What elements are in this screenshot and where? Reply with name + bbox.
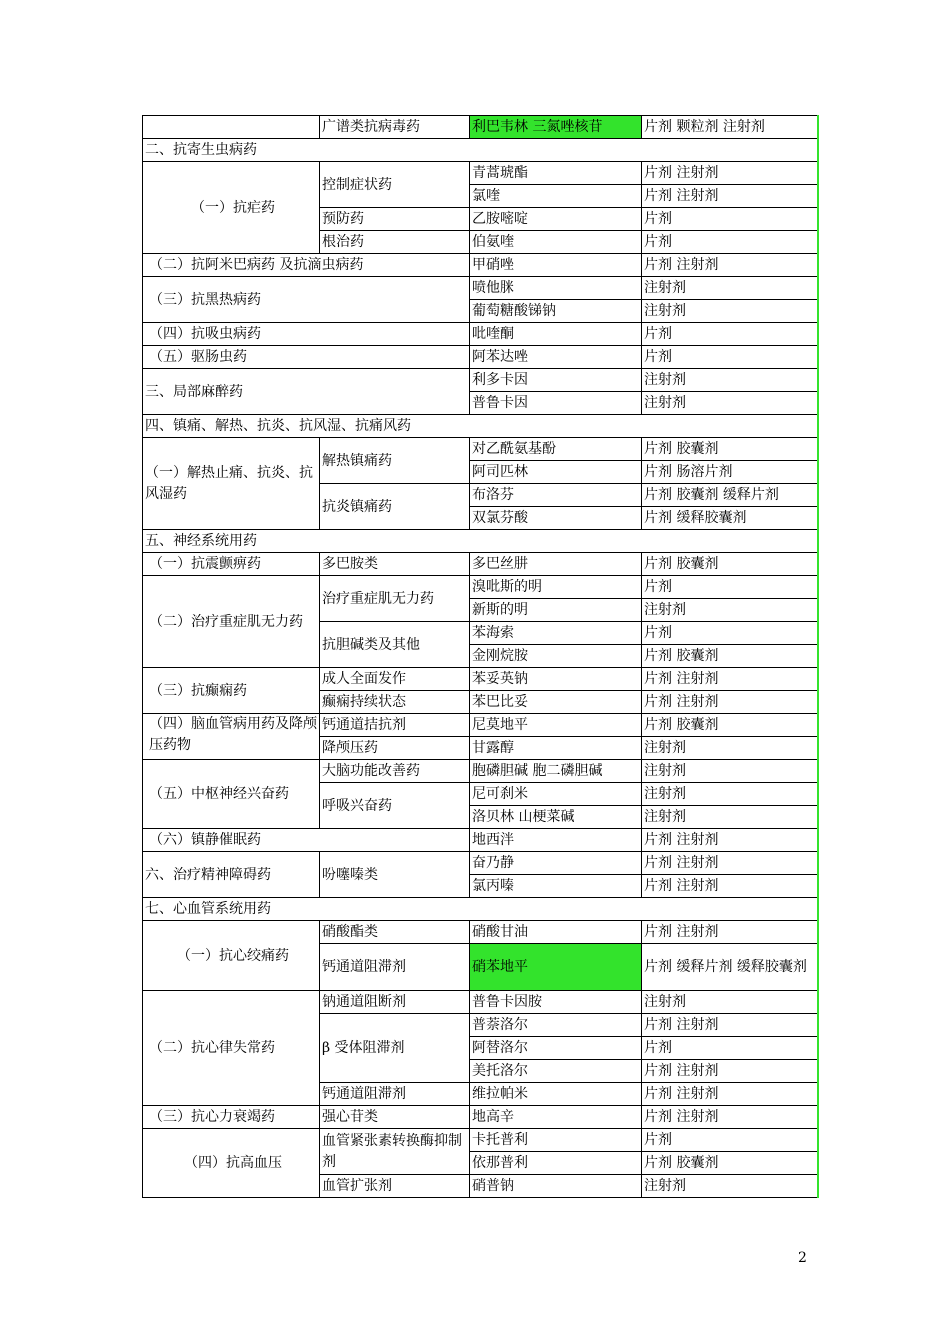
subcategory-cell: 控制症状药 [320, 162, 470, 208]
table-row [143, 1129, 818, 1152]
drug-cell: 对乙酰氨基酚 [470, 438, 642, 461]
drug-cell: 氯喹 [470, 185, 642, 208]
subcategory-cell: 抗炎镇痛药 [320, 484, 470, 530]
form-cell: 片剂 注射剂 [642, 185, 818, 208]
table-row [143, 668, 818, 691]
form-cell: 片剂 [642, 231, 818, 254]
subcategory-cell: 大脑功能改善药 [320, 760, 470, 783]
table-row [143, 162, 818, 185]
drug-cell: 苯巴比妥 [470, 691, 642, 714]
form-cell: 片剂 [642, 1129, 818, 1152]
drug-cell: 吡喹酮 [470, 323, 642, 346]
drug-cell: 苯妥英钠 [470, 668, 642, 691]
form-cell: 片剂 注射剂 [642, 162, 818, 185]
form-cell: 片剂 注射剂 [642, 254, 818, 277]
category-cell: （一）抗疟药 [143, 162, 320, 254]
form-cell: 注射剂 [642, 783, 818, 806]
subcategory-cell: 解热镇痛药 [320, 438, 470, 484]
category-cell: （五）中枢神经兴奋药 [143, 760, 320, 829]
drug-cell: 洛贝林 山梗菜碱 [470, 806, 642, 829]
drug-cell: 普鲁卡因 [470, 392, 642, 415]
subcategory-cell: 钙通道阻滞剂 [320, 1083, 470, 1106]
drug-cell: 阿替洛尔 [470, 1037, 642, 1060]
drug-cell: 硝苯地平 [470, 944, 642, 991]
form-cell: 注射剂 [642, 392, 818, 415]
section-row [143, 415, 818, 438]
form-cell: 片剂 缓释片剂 缓释胶囊剂 [642, 944, 818, 991]
table-row [143, 921, 818, 944]
form-cell: 注射剂 [642, 277, 818, 300]
section-row [143, 898, 818, 921]
subcategory-cell: β 受体阻滞剂 [320, 1014, 470, 1083]
form-cell: 片剂 注射剂 [642, 1014, 818, 1037]
form-cell: 片剂 胶囊剂 缓释片剂 [642, 484, 818, 507]
subcategory-cell: 多巴胺类 [320, 553, 470, 576]
form-cell: 片剂 胶囊剂 [642, 1152, 818, 1175]
form-cell: 注射剂 [642, 806, 818, 829]
drug-cell: 布洛芬 [470, 484, 642, 507]
form-cell: 片剂 注射剂 [642, 852, 818, 875]
subcategory-cell: 血管扩张剂 [320, 1175, 470, 1198]
form-cell: 片剂 缓释胶囊剂 [642, 507, 818, 530]
drug-cell: 双氯芬酸 [470, 507, 642, 530]
form-cell: 注射剂 [642, 1175, 818, 1198]
table-row [143, 369, 818, 392]
drug-cell: 利多卡因 [470, 369, 642, 392]
category-cell: （四）脑血管病用药及降颅压药物 [143, 714, 320, 760]
drug-cell: 硝普钠 [470, 1175, 642, 1198]
drug-cell: 地高辛 [470, 1106, 642, 1129]
category-cell: （二）治疗重症肌无力药 [143, 576, 320, 668]
form-cell: 片剂 [642, 576, 818, 599]
subcategory-cell: 降颅压药 [320, 737, 470, 760]
drug-table [142, 115, 819, 1198]
drug-cell: 阿司匹林 [470, 461, 642, 484]
table-row [143, 991, 818, 1014]
category-cell: （二）抗心律失常药 [143, 991, 320, 1106]
subcategory-cell: 抗胆碱类及其他 [320, 622, 470, 668]
form-cell: 片剂 注射剂 [642, 691, 818, 714]
category-cell: （三）抗心力衰竭药 [143, 1106, 320, 1129]
drug-cell: 甲硝唑 [470, 254, 642, 277]
subcategory-cell: 广谱类抗病毒药 [320, 116, 470, 139]
drug-cell: 尼可刹米 [470, 783, 642, 806]
form-cell: 注射剂 [642, 300, 818, 323]
drug-cell: 多巴丝肼 [470, 553, 642, 576]
drug-cell: 维拉帕米 [470, 1083, 642, 1106]
subcategory-cell: 成人全面发作 [320, 668, 470, 691]
subcategory-cell: 血管紧张素转换酶抑制剂 [320, 1129, 470, 1175]
drug-cell: 阿苯达唑 [470, 346, 642, 369]
subcategory-cell: 硝酸酯类 [320, 921, 470, 944]
table-row [143, 323, 818, 346]
drug-cell: 伯氨喹 [470, 231, 642, 254]
drug-cell: 乙胺嘧啶 [470, 208, 642, 231]
drug-cell: 金刚烷胺 [470, 645, 642, 668]
subcategory-cell: 钙通道拮抗剂 [320, 714, 470, 737]
drug-cell: 地西泮 [470, 829, 642, 852]
section-heading: 七、心血管系统用药 [143, 898, 818, 921]
subcategory-cell: 钙通道阻滞剂 [320, 944, 470, 991]
subcategory-cell: 呼吸兴奋药 [320, 783, 470, 829]
drug-cell: 普萘洛尔 [470, 1014, 642, 1037]
drug-cell: 青蒿琥酯 [470, 162, 642, 185]
form-cell: 注射剂 [642, 599, 818, 622]
drug-cell: 美托洛尔 [470, 1060, 642, 1083]
form-cell: 片剂 [642, 1037, 818, 1060]
category-cell: （一）抗震颤痹药 [143, 553, 320, 576]
drug-cell: 普鲁卡因胺 [470, 991, 642, 1014]
section-row [143, 530, 818, 553]
category-cell: （六）镇静催眠药 [143, 829, 470, 852]
form-cell: 注射剂 [642, 737, 818, 760]
form-cell: 片剂 胶囊剂 [642, 645, 818, 668]
form-cell: 片剂 [642, 622, 818, 645]
drug-cell: 硝酸甘油 [470, 921, 642, 944]
subcategory-cell: 钠通道阻断剂 [320, 991, 470, 1014]
category-cell: （五）驱肠虫药 [143, 346, 470, 369]
form-cell: 注射剂 [642, 760, 818, 783]
table-row [143, 438, 818, 461]
form-cell: 片剂 [642, 323, 818, 346]
table-row [143, 254, 818, 277]
drug-cell: 尼莫地平 [470, 714, 642, 737]
form-cell: 片剂 注射剂 [642, 1060, 818, 1083]
subcategory-cell: 预防药 [320, 208, 470, 231]
drug-cell: 喷他脒 [470, 277, 642, 300]
table-row [143, 277, 818, 300]
table-row [143, 852, 818, 875]
category-cell: （二）抗阿米巴病药 及抗滴虫病药 [143, 254, 470, 277]
form-cell: 片剂 颗粒剂 注射剂 [642, 116, 818, 139]
category-cell: （四）抗高血压 [143, 1129, 320, 1198]
category-cell: （三）抗黑热病药 [143, 277, 470, 323]
section-heading: 二、抗寄生虫病药 [143, 139, 818, 162]
form-cell: 片剂 注射剂 [642, 875, 818, 898]
form-cell: 注射剂 [642, 369, 818, 392]
drug-cell: 新斯的明 [470, 599, 642, 622]
form-cell: 片剂 注射剂 [642, 668, 818, 691]
category-cell: （四）抗吸虫病药 [143, 323, 470, 346]
subcategory-cell: 根治药 [320, 231, 470, 254]
drug-cell: 葡萄糖酸锑钠 [470, 300, 642, 323]
drug-cell: 氯丙嗪 [470, 875, 642, 898]
drug-cell: 溴吡斯的明 [470, 576, 642, 599]
form-cell: 片剂 注射剂 [642, 1083, 818, 1106]
section-heading: 四、镇痛、解热、抗炎、抗风湿、抗痛风药 [143, 415, 818, 438]
form-cell: 片剂 胶囊剂 [642, 714, 818, 737]
form-cell: 片剂 胶囊剂 [642, 438, 818, 461]
subcategory-cell: 吩噻嗪类 [320, 852, 470, 898]
drug-cell: 甘露醇 [470, 737, 642, 760]
page-number: 2 [798, 1250, 807, 1266]
form-cell: 片剂 注射剂 [642, 921, 818, 944]
drug-cell: 奋乃静 [470, 852, 642, 875]
form-cell: 片剂 肠溶片剂 [642, 461, 818, 484]
section-row [143, 139, 818, 162]
table-row [143, 760, 818, 783]
category-cell: 六、治疗精神障碍药 [143, 852, 320, 898]
subcategory-cell: 癫痫持续状态 [320, 691, 470, 714]
table-row [143, 553, 818, 576]
category-cell: 三、局部麻醉药 [143, 369, 470, 415]
section-heading: 五、神经系统用药 [143, 530, 818, 553]
table-row [143, 829, 818, 852]
category-cell: （三）抗癫痫药 [143, 668, 320, 714]
table-row [143, 714, 818, 737]
subcategory-cell: 治疗重症肌无力药 [320, 576, 470, 622]
table-row [143, 576, 818, 599]
form-cell: 注射剂 [642, 991, 818, 1014]
form-cell: 片剂 注射剂 [642, 1106, 818, 1129]
form-cell: 片剂 胶囊剂 [642, 553, 818, 576]
form-cell: 片剂 [642, 346, 818, 369]
table-row [143, 116, 818, 139]
drug-cell: 利巴韦林 三氮唑核苷 [470, 116, 642, 139]
drug-cell: 卡托普利 [470, 1129, 642, 1152]
drug-cell: 依那普利 [470, 1152, 642, 1175]
form-cell: 片剂 注射剂 [642, 829, 818, 852]
table-row [143, 1106, 818, 1129]
drug-cell: 苯海索 [470, 622, 642, 645]
drug-cell: 胞磷胆碱 胞二磷胆碱 [470, 760, 642, 783]
table-row [143, 346, 818, 369]
category-cell: （一）解热止痛、抗炎、抗风湿药 [143, 438, 320, 530]
subcategory-cell: 强心苷类 [320, 1106, 470, 1129]
category-cell: （一）抗心绞痛药 [143, 921, 320, 991]
form-cell: 片剂 [642, 208, 818, 231]
